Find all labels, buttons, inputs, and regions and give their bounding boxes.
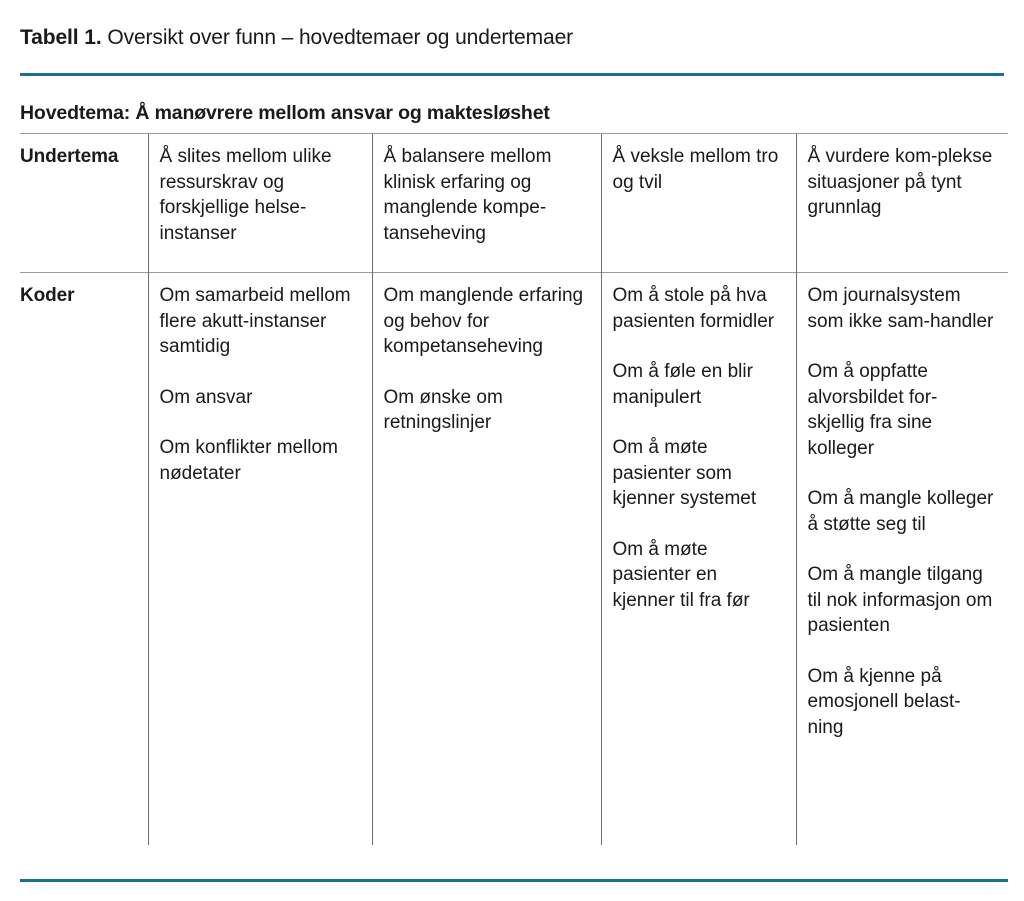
- koder-item: Om å møte pasienter som kjenner systemet: [612, 437, 757, 509]
- koder-item: Om å møte pasienter en kjenner til fra før: [612, 538, 750, 611]
- koder-item: Om å stole på hva pasienten formidler: [612, 285, 775, 332]
- findings-table: [20, 133, 1008, 845]
- koder-item: Om å mangle kolleger å støtte seg til: [807, 488, 994, 535]
- bottom-accent-rule: [20, 879, 1008, 882]
- koder-cell-3: [601, 273, 796, 846]
- koder-item: Om manglende erfaring og behov for kompetanseheving: [383, 285, 584, 357]
- caption-label: Tabell 1.: [20, 26, 102, 49]
- koder-item: Om å mangle tilgang til nok informasjon om pasienten: [807, 564, 993, 636]
- koder-item: Om å føle en blir manipulert: [612, 361, 753, 408]
- koder-item: Om journalsystem som ikke sam-handler: [807, 285, 994, 332]
- row-label-undertema: Undertema: [20, 134, 148, 273]
- undertema-cell-3: [601, 134, 796, 273]
- undertema-cell-4: [796, 134, 1008, 273]
- table-caption: [20, 0, 1004, 52]
- caption-text: Oversikt over funn – hovedtemaer og undertemaer: [107, 26, 574, 49]
- undertema-text-3: Å veksle mellom tro og tvil: [612, 146, 779, 193]
- undertema-text-1: Å slites mellom ulike ressurskrav og forskjellige helse-instanser: [159, 146, 332, 244]
- koder-item: Om ønske om retningslinjer: [383, 386, 503, 433]
- table-row-koder: [20, 273, 1008, 846]
- koder-cell-4: [796, 273, 1008, 846]
- table-row-undertema: [20, 134, 1008, 273]
- koder-cell-1: [148, 273, 372, 846]
- undertema-cell-2: [372, 134, 601, 273]
- koder-item: Om å kjenne på emosjonell belast-ning: [807, 665, 961, 738]
- undertema-cell-1: [148, 134, 372, 273]
- undertema-text-2: Å balansere mellom klinisk erfaring og manglende kompe-tanseheving: [383, 146, 552, 244]
- row-label-koder: Koder: [20, 273, 148, 846]
- koder-cell-2: [372, 273, 601, 846]
- koder-item: Om konflikter mellom nødetater: [159, 437, 338, 484]
- koder-item: Om samarbeid mellom flere akutt-instanser samtidig: [159, 285, 351, 357]
- koder-item: Om ansvar: [159, 386, 253, 408]
- undertema-text-4: Å vurdere kom-plekse situasjoner på tynt grunnlag: [807, 146, 993, 218]
- koder-item: Om å oppfatte alvorsbildet for-skjellig fra sine kolleger: [807, 361, 938, 459]
- main-theme-heading: Hovedtema: Å manøvrere mellom ansvar og maktesløshet: [20, 102, 550, 124]
